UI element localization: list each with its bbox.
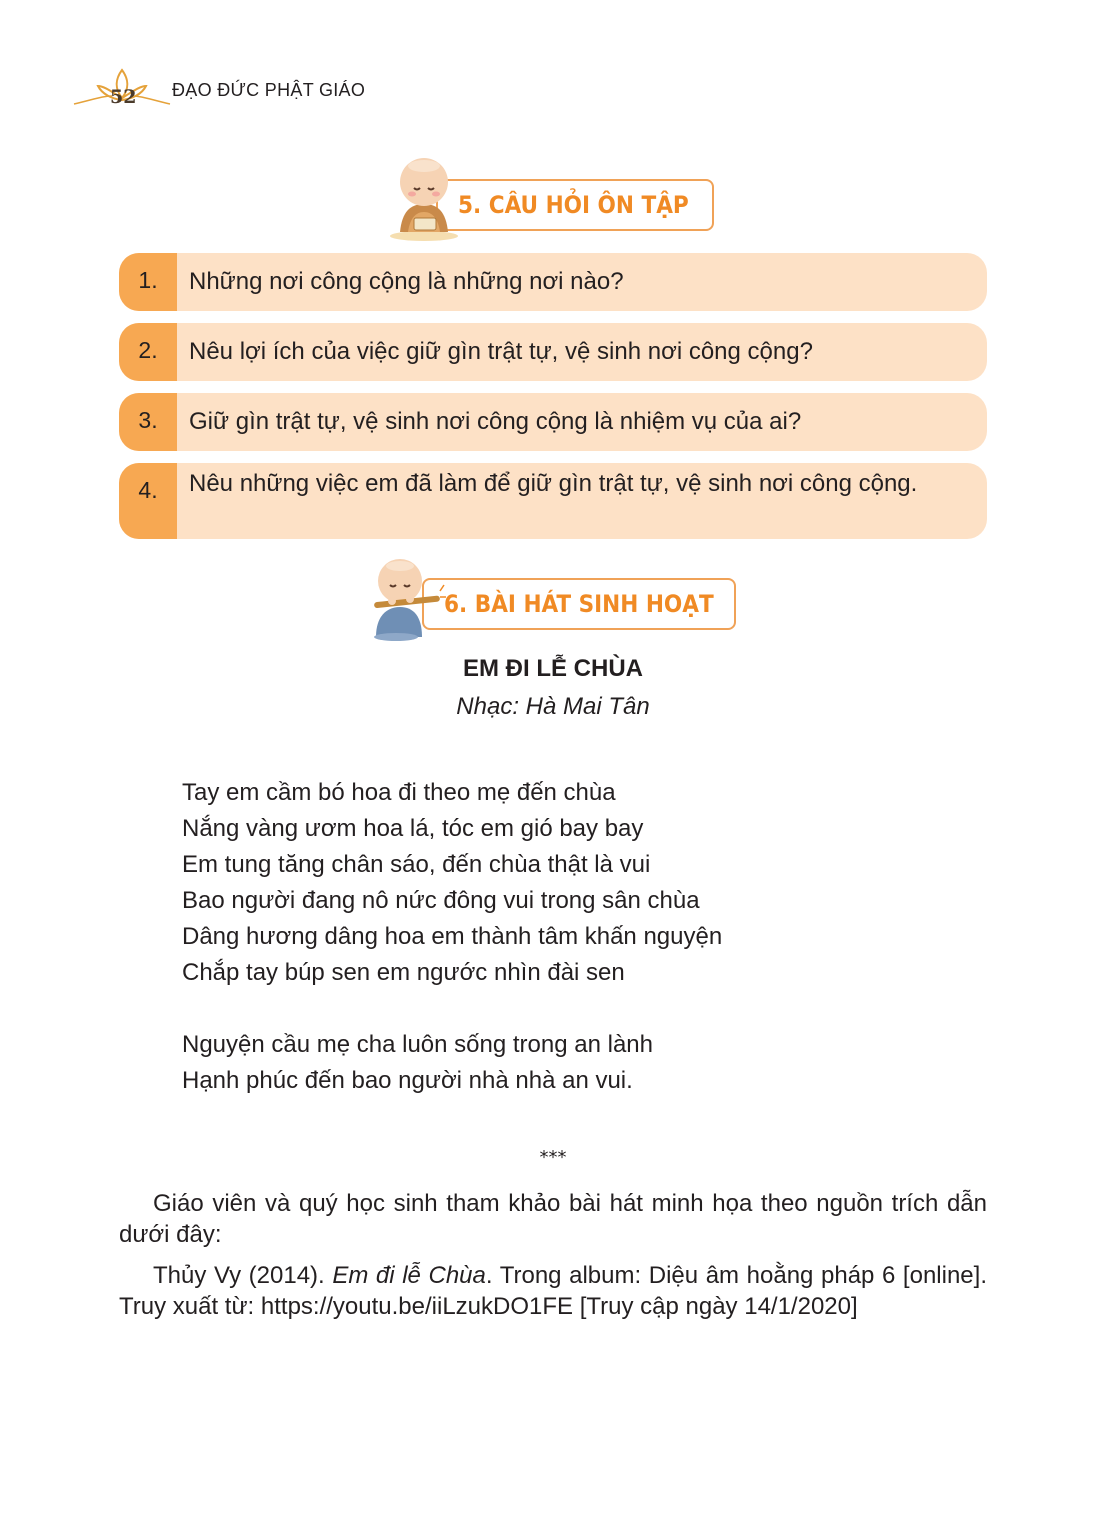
citation-details: . Trong album: Diệu âm hoằng pháp 6 [online]. Truy xuất từ: https://youtu.be/iiLzukDO1FE [Truy cập ngày 14/1/2020] (119, 1262, 987, 1320)
page-header (72, 66, 472, 116)
section-6-badge (366, 555, 738, 641)
lyrics-stanza (182, 1027, 722, 1099)
lyric-line: Chắp tay búp sen em ngước nhìn đài sen (182, 959, 625, 986)
section-5-badge (388, 152, 718, 242)
lyric-line: Hạnh phúc đến bao người nhà nhà an vui. (182, 1067, 633, 1094)
question-item (119, 393, 987, 451)
question-number: 3. (119, 393, 177, 451)
question-text: Giữ gìn trật tự, vệ sinh nơi công cộng là nhiệm vụ của ai? (189, 408, 802, 435)
question-text: Những nơi công cộng là những nơi nào? (189, 268, 624, 295)
song-title: EM ĐI LỄ CHÙA (463, 655, 643, 682)
song-lyrics (182, 775, 722, 1099)
question-item (119, 323, 987, 381)
page-number: 52 (110, 86, 137, 108)
question-item (119, 253, 987, 311)
reference-citation (119, 1260, 987, 1322)
citation-title: Em đi lễ Chùa (332, 1262, 486, 1289)
question-list (119, 253, 987, 551)
song-author: Nhạc: Hà Mai Tân (456, 693, 650, 720)
citation-author: Thủy Vy (2014). (153, 1262, 333, 1289)
reference-intro: Giáo viên và quý học sinh tham khảo bài hát minh họa theo nguồn trích dẫn dưới đây: (119, 1190, 987, 1248)
lyric-line: Tay em cầm bó hoa đi theo mẹ đến chùa (182, 779, 616, 806)
separator: *** (539, 1147, 567, 1168)
section-5-title: 5. CÂU HỎI ÔN TẬP (436, 179, 714, 231)
question-text: Nêu những việc em đã làm để giữ gìn trật tự, vệ sinh nơi công cộng. (189, 470, 918, 497)
lyric-line: Dâng hương dâng hoa em thành tâm khấn nguyện (182, 923, 723, 950)
monk-reading-icon (388, 152, 460, 242)
lyrics-stanza (182, 775, 722, 991)
lyric-line: Bao người đang nô nức đông vui trong sân chùa (182, 887, 700, 914)
question-number: 1. (119, 253, 177, 311)
question-item (119, 463, 987, 539)
monk-flute-icon (366, 555, 446, 641)
lyric-line: Nguyện cầu mẹ cha luôn sống trong an lành (182, 1031, 653, 1058)
lyric-line: Nắng vàng ươm hoa lá, tóc em gió bay bay (182, 815, 644, 842)
question-number: 2. (119, 323, 177, 381)
book-title: ĐẠO ĐỨC PHẬT GIÁO (172, 80, 366, 100)
question-text: Nêu lợi ích của việc giữ gìn trật tự, vệ sinh nơi công cộng? (189, 338, 813, 365)
section-6-title: 6. BÀI HÁT SINH HOẠT (422, 578, 736, 630)
question-number: 4. (119, 463, 177, 539)
lyric-line: Em tung tăng chân sáo, đến chùa thật là vui (182, 851, 651, 878)
